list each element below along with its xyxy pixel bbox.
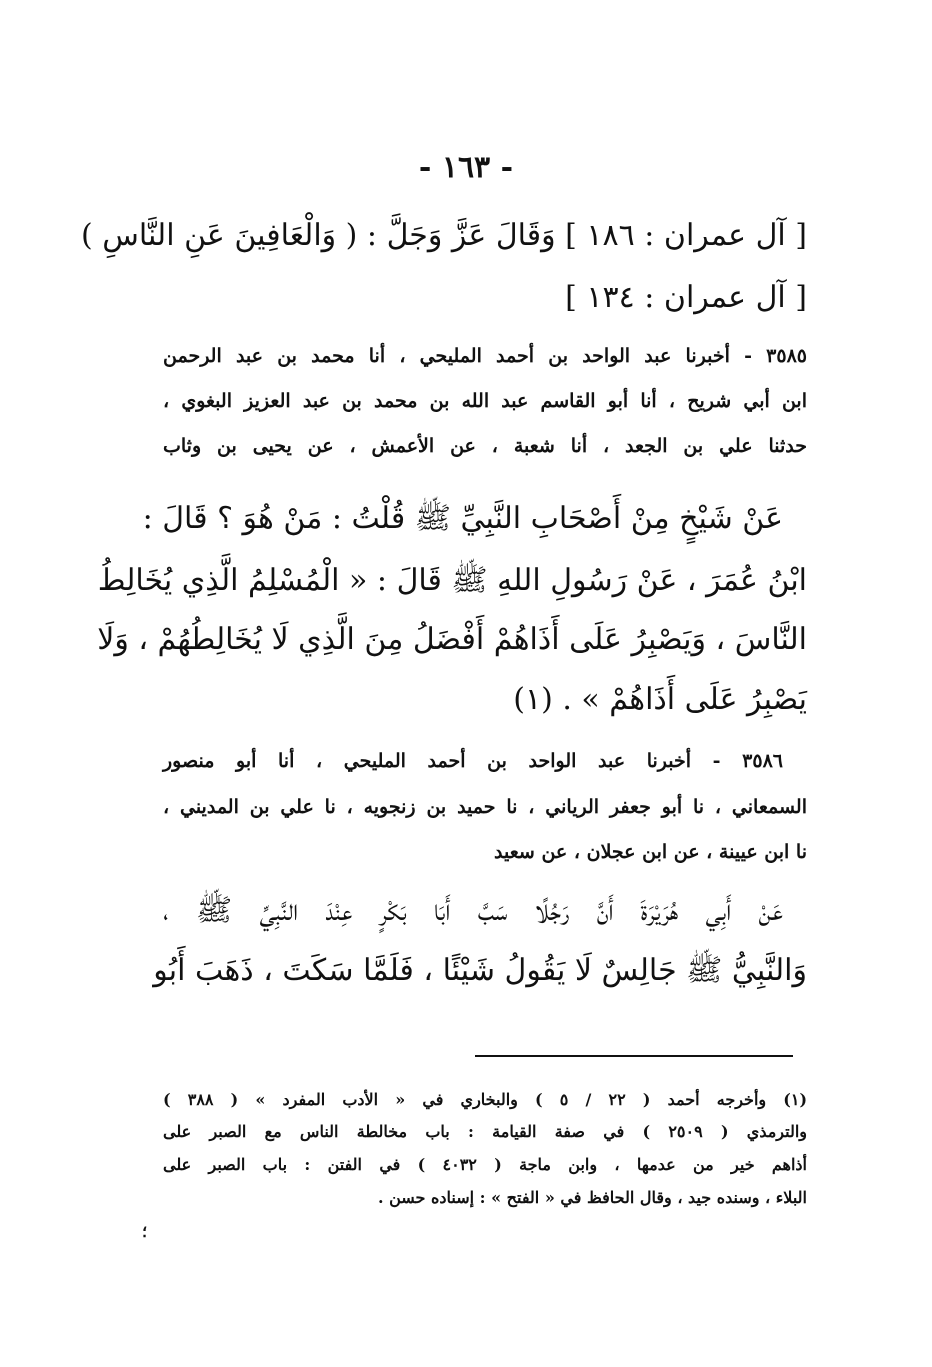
page-number: - ١٦٣ - (418, 150, 514, 185)
hadith-text-line: عَنْ أَبِي هُرَيْرَةَ أَنَّ رَجُلًا سَبَّ أَبَا بَكْرٍ عِنْدَ النَّبِيِّ ﷺ ، (163, 893, 783, 928)
quran-reference-line: [ آل عمران : ١٣٤ ] (565, 280, 807, 315)
footnote-line: البلاء ، وسنده جيد ، وقال الحافظ في « الفتح » : إسناده حسن . (377, 1188, 807, 1207)
isnad-line: السمعاني ، نا أبو جعفر الرياني ، نا حميد بن زنجويه ، نا علي بن المديني ، (163, 796, 807, 818)
isnad-line: ٣٥٨٦ - أخبرنا عبد الواحد بن أحمد المليحي ، أنا أبو منصور (163, 750, 783, 772)
footnote-separator (475, 1055, 793, 1057)
hadith-text-line: النَّاسَ ، وَيَصْبِرُ عَلَى أَذَاهُمْ أَفْضَلُ مِنَ الَّذِي لَا يُخَالِطُهُمْ ، وَلَا (97, 622, 807, 657)
footnote-line: والترمذي ( ٢٥٠٩ ) في صفة القيامة : باب مخالطة الناس مع الصبر على (163, 1122, 808, 1141)
hadith-text-line: وَالنَّبِيُّ ﷺ جَالِسٌ لَا يَقُولُ شَيْئًا ، فَلَمَّا سَكَتَ ، ذَهَبَ أَبُو (153, 953, 807, 988)
quran-reference-line: [ آل عمران : ١٨٦ ] وَقَالَ عَزَّ وَجَلَّ : ( وَالْعَافِينَ عَنِ النَّاسِ ) (81, 218, 807, 253)
isnad-line: حدثنا علي بن الجعد ، أنا شعبة ، عن الأعمش ، عن يحيى بن وثاب (163, 435, 807, 457)
isnad-line: ٣٥٨٥ - أخبرنا عبد الواحد بن أحمد المليحي ، أنا محمد بن عبد الرحمن (163, 345, 807, 367)
isnad-line: ابن أبي شريح ، أنا أبو القاسم عبد الله بن محمد بن عبد العزيز البغوي ، (163, 390, 807, 412)
bottom-mark: ؛ (142, 1222, 148, 1241)
hadith-text-line: ابْنُ عُمَرَ ، عَنْ رَسُولِ اللهِ ﷺ قَالَ : « الْمُسْلِمُ الَّذِي يُخَالِطُ (97, 563, 807, 598)
hadith-text-line: يَصْبِرُ عَلَى أَذَاهُمْ » . (١) (513, 682, 807, 717)
isnad-line: نا ابن عيينة ، عن ابن عجلان ، عن سعيد (494, 841, 807, 863)
footnote-line: أذاهم خير من عدمها ، وابن ماجة ( ٤٠٣٢ ) في الفتن : باب الصبر على (163, 1155, 807, 1174)
footnote-line: (١) وأخرجه أحمد ( ٢٢ / ٥ ) والبخاري في « الأدب المفرد » ( ٣٨٨ ) (163, 1090, 808, 1109)
hadith-text-line: عَنْ شَيْخٍ مِنْ أَصْحَابِ النَّبِيِّ ﷺ قُلْتُ : مَنْ هُوَ ؟ قَالَ : (142, 501, 783, 536)
